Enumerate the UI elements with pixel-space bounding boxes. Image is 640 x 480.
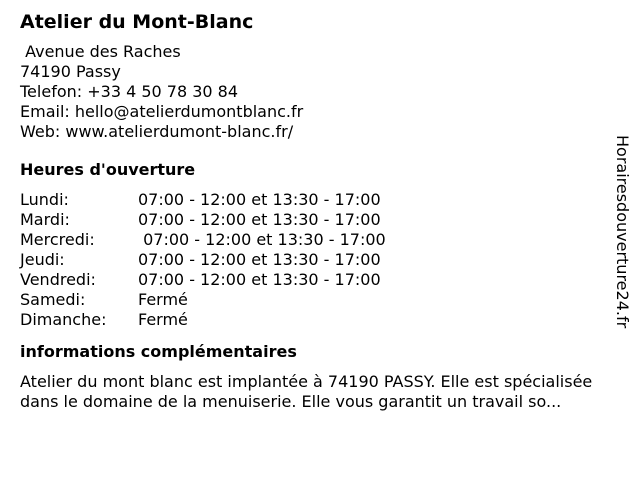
day-label: Vendredi: <box>20 270 96 289</box>
time-value: Fermé <box>138 310 188 329</box>
hours-table <box>20 190 620 330</box>
time-value: 07:00 - 12:00 et 13:30 - 17:00 <box>138 270 381 289</box>
email-text: Email: hello@atelierdumontblanc.fr <box>20 102 304 121</box>
time-value: Fermé <box>138 290 188 309</box>
address-street: Avenue des Raches <box>20 42 181 61</box>
day-label: Mercredi: <box>20 230 95 249</box>
day-label: Samedi: <box>20 290 86 309</box>
watermark-text: Horairesdouverture24.fr <box>613 135 632 329</box>
contact-block <box>20 42 620 142</box>
hours-heading: Heures d'ouverture <box>20 160 196 179</box>
business-card <box>20 10 620 412</box>
hours-row-lundi <box>20 190 620 210</box>
hours-row-samedi <box>20 290 620 310</box>
address-city: 74190 Passy <box>20 62 121 81</box>
hours-row-jeudi <box>20 250 620 270</box>
phone-text: Telefon: +33 4 50 78 30 84 <box>20 82 239 101</box>
day-label: Dimanche: <box>20 310 107 329</box>
hours-row-dimanche <box>20 310 620 330</box>
hours-row-vendredi <box>20 270 620 290</box>
time-value: 07:00 - 12:00 et 13:30 - 17:00 <box>138 250 381 269</box>
hours-row-mardi <box>20 210 620 230</box>
day-label: Jeudi: <box>20 250 65 269</box>
info-description: Atelier du mont blanc est implantée à 74190 PASSY. Elle est spécialisée dans le domaine de la menuiserie. Elle vous garantit un travail so... <box>20 372 593 411</box>
hours-row-mercredi <box>20 230 620 250</box>
web-text: Web: www.atelierdumont-blanc.fr/ <box>20 122 294 141</box>
time-value: 07:00 - 12:00 et 13:30 - 17:00 <box>138 210 381 229</box>
business-name: Atelier du Mont-Blanc <box>20 11 254 33</box>
info-heading: informations complémentaires <box>20 342 297 361</box>
time-value: 07:00 - 12:00 et 13:30 - 17:00 <box>138 190 381 209</box>
time-value: 07:00 - 12:00 et 13:30 - 17:00 <box>138 230 386 249</box>
day-label: Mardi: <box>20 210 70 229</box>
day-label: Lundi: <box>20 190 69 209</box>
